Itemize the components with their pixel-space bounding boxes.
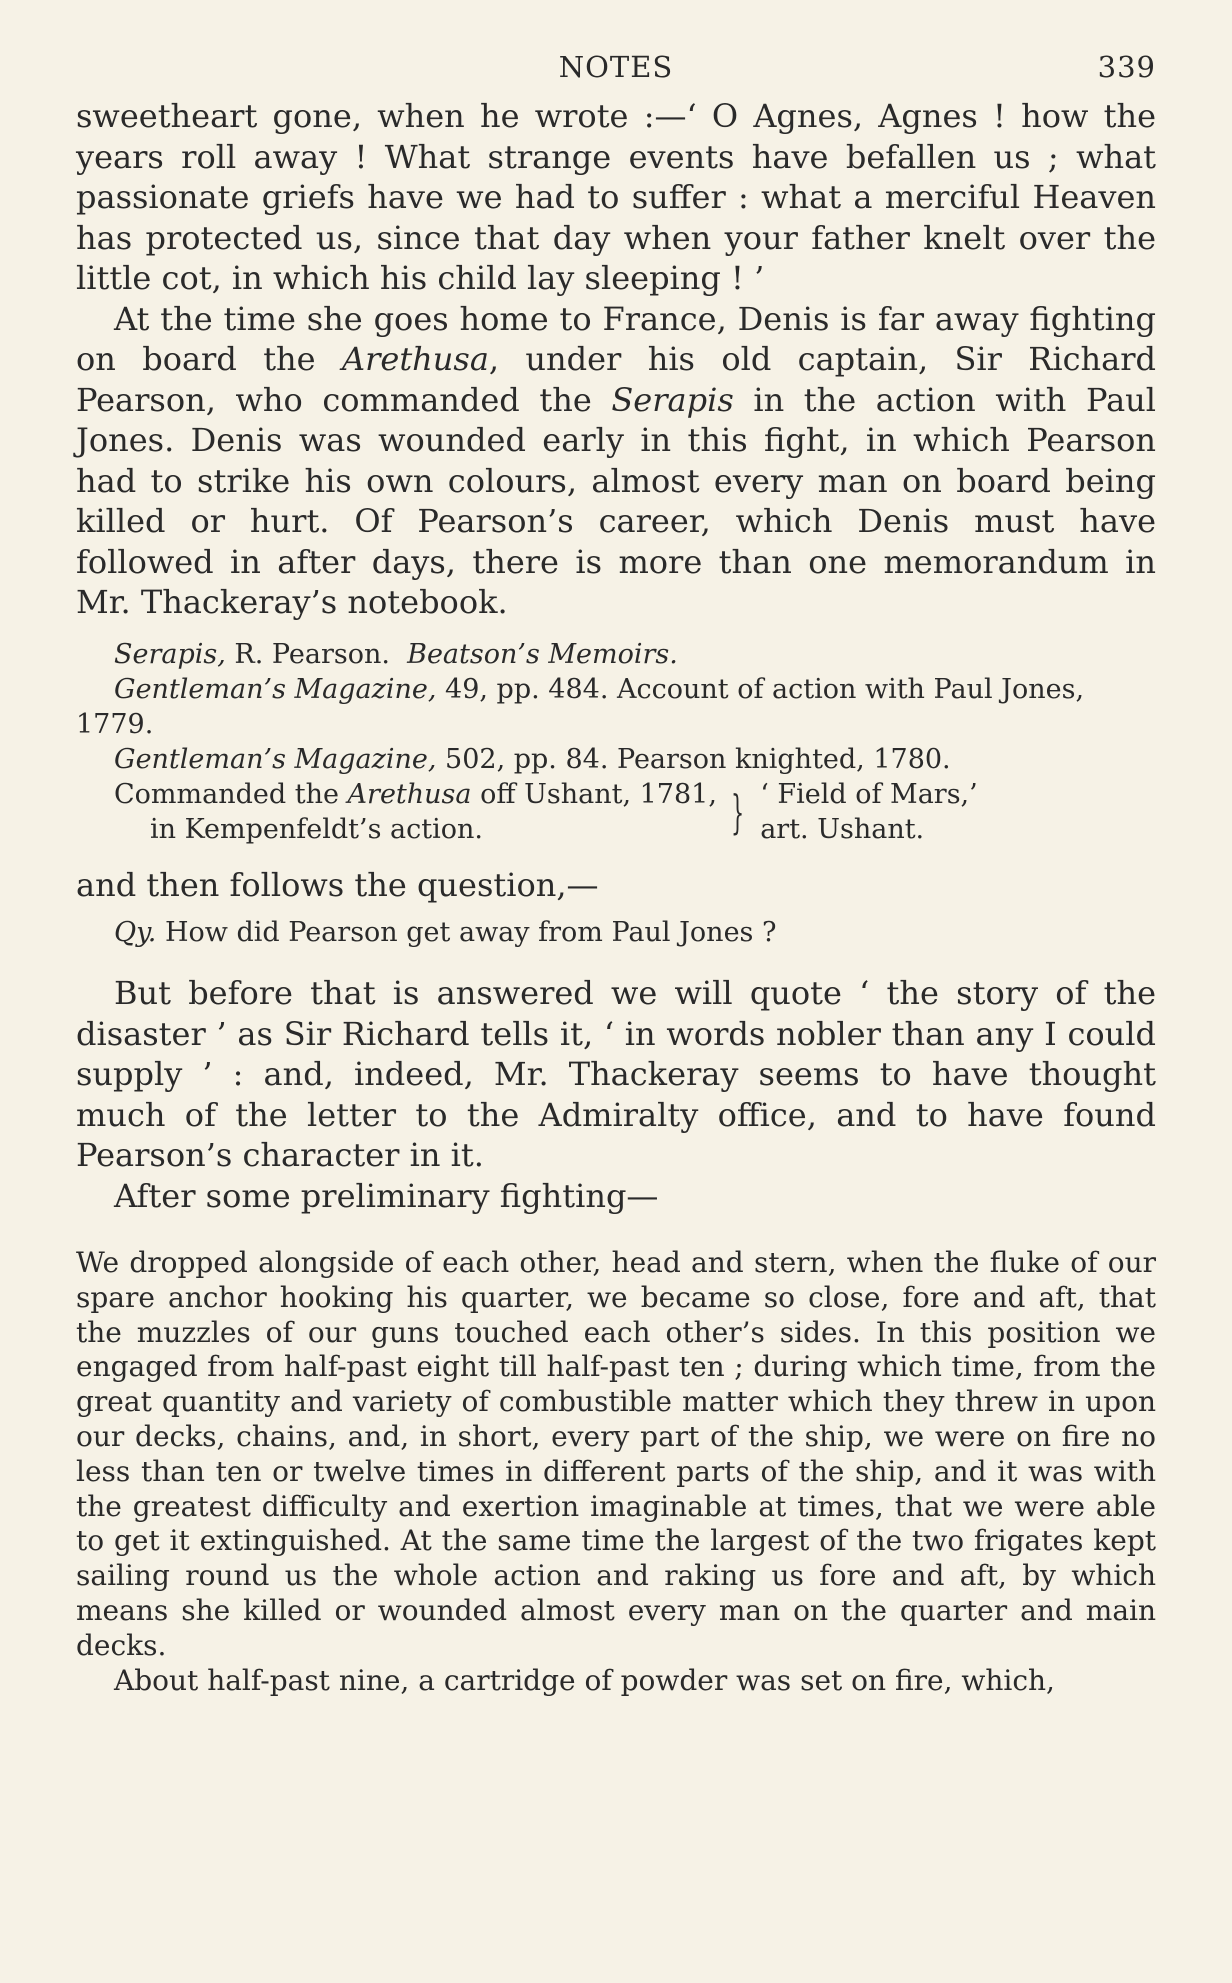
quote-paragraph-2: About half-past nine, a cartridge of powder was set on fire, which, — [114, 1663, 1055, 1697]
paragraph-2-part-c: in the action with Paul Jones. Denis was wounded early in this fight, in which Pearson had to strike his own colours, almost every man on board being killed or hurt. Of Pearson’s career, which Denis must have followed in after days, there is more than one memorandum in Mr. Thackeray’s notebook. — [76, 380, 1157, 621]
note-text: Commanded the — [114, 778, 348, 810]
note-line-3 — [114, 742, 1156, 777]
note-book: Beatson’s Memoirs. — [407, 638, 678, 670]
paragraph-2-part-b: , under his old captain, Sir Richard Pearson, who commanded the — [76, 340, 1157, 419]
note-brace-right — [760, 777, 978, 847]
note-field-of-mars: ‘ Field of Mars,’ — [760, 778, 978, 810]
paragraph-1: sweetheart gone, when he wrote :—‘ O Agnes, Agnes ! how the years roll away ! What strange events have befallen us ; what passionate griefs have we had to suffer : what a merciful Heaven has protected us, since that day when your father knelt over the little cot, in which his child lay sleeping ! ’ — [76, 97, 1156, 297]
note-text: off Ushant, 1781, — [471, 778, 717, 810]
note-magazine: Gentleman’s Magazine, — [114, 673, 437, 705]
running-head — [76, 50, 1156, 96]
note-brace-group — [114, 777, 1156, 847]
query-text: How did Pearson get away from Paul Jones ? — [156, 917, 777, 948]
note-art-ushant: art. Ushant. — [760, 813, 925, 845]
note-text: 49, pp. 484. Account of action with Paul Jones, 1779. — [76, 673, 1085, 740]
brace-icon: } — [730, 784, 745, 839]
page — [76, 50, 1156, 1698]
note-line-2 — [76, 672, 1156, 742]
paragraph-2-part-a: At the time she goes home to France, Denis is far away fighting on board the — [76, 299, 1156, 378]
note-brace-left — [114, 777, 717, 847]
ship-name-arethusa: Arethusa — [341, 340, 489, 378]
notebook-excerpt — [76, 637, 1156, 847]
letter-quote — [76, 1246, 1156, 1698]
note-line-1 — [114, 637, 1156, 672]
ship-name-serapis: Serapis — [611, 380, 734, 419]
note-magazine: Gentleman’s Magazine, — [114, 743, 437, 775]
note-line-4 — [114, 777, 717, 812]
page-number: 339 — [1097, 50, 1156, 84]
header-title: NOTES — [558, 50, 674, 84]
paragraph-4: After some preliminary fighting— — [114, 1176, 659, 1215]
paragraph-3: But before that is answered we will quote ‘ the story of the disaster ’ as Sir Richard tells it, ‘ in words nobler than any I could supply ’ : and, indeed, Mr. Thackeray seems to have thought much of the letter to the Admiralty office, and to have found Pearson’s character in it. — [76, 974, 1156, 1174]
transition-line: and then follows the question,— — [76, 865, 599, 904]
paragraph-2 — [76, 299, 1156, 623]
note-text: 502, pp. 84. Pearson knighted, 1780. — [436, 743, 951, 775]
note-line-5: in Kempenfeldt’s action. — [150, 813, 483, 845]
note-ship: Arethusa — [347, 778, 472, 810]
query-line — [114, 915, 1156, 951]
note-ship: Serapis, — [114, 638, 226, 670]
quote-paragraph-1: We dropped alongside of each other, head and stern, when the fluke of our spare anchor hooking his quarter, we became so close, fore and aft, that the muzzles of our guns touched each other’s sides. In this position we engaged from half-past eight till half-past ten ; during which time, from the great quantity and variety of combustible matter which they threw in upon our decks, chains, and, in short, every part of the ship, we were on fire no less than ten or twelve times in different parts of the ship, and it was with the greatest difficulty and exertion imaginable at times, that we were able to get it extinguished. At the same time the largest of the two frigates kept sailing round us the whole action and raking us fore and aft, by which means she killed or wounded almost every man on the quarter and main decks. — [76, 1246, 1156, 1662]
query-label: Qy. — [114, 917, 157, 948]
note-text: R. Pearson. — [225, 638, 408, 670]
